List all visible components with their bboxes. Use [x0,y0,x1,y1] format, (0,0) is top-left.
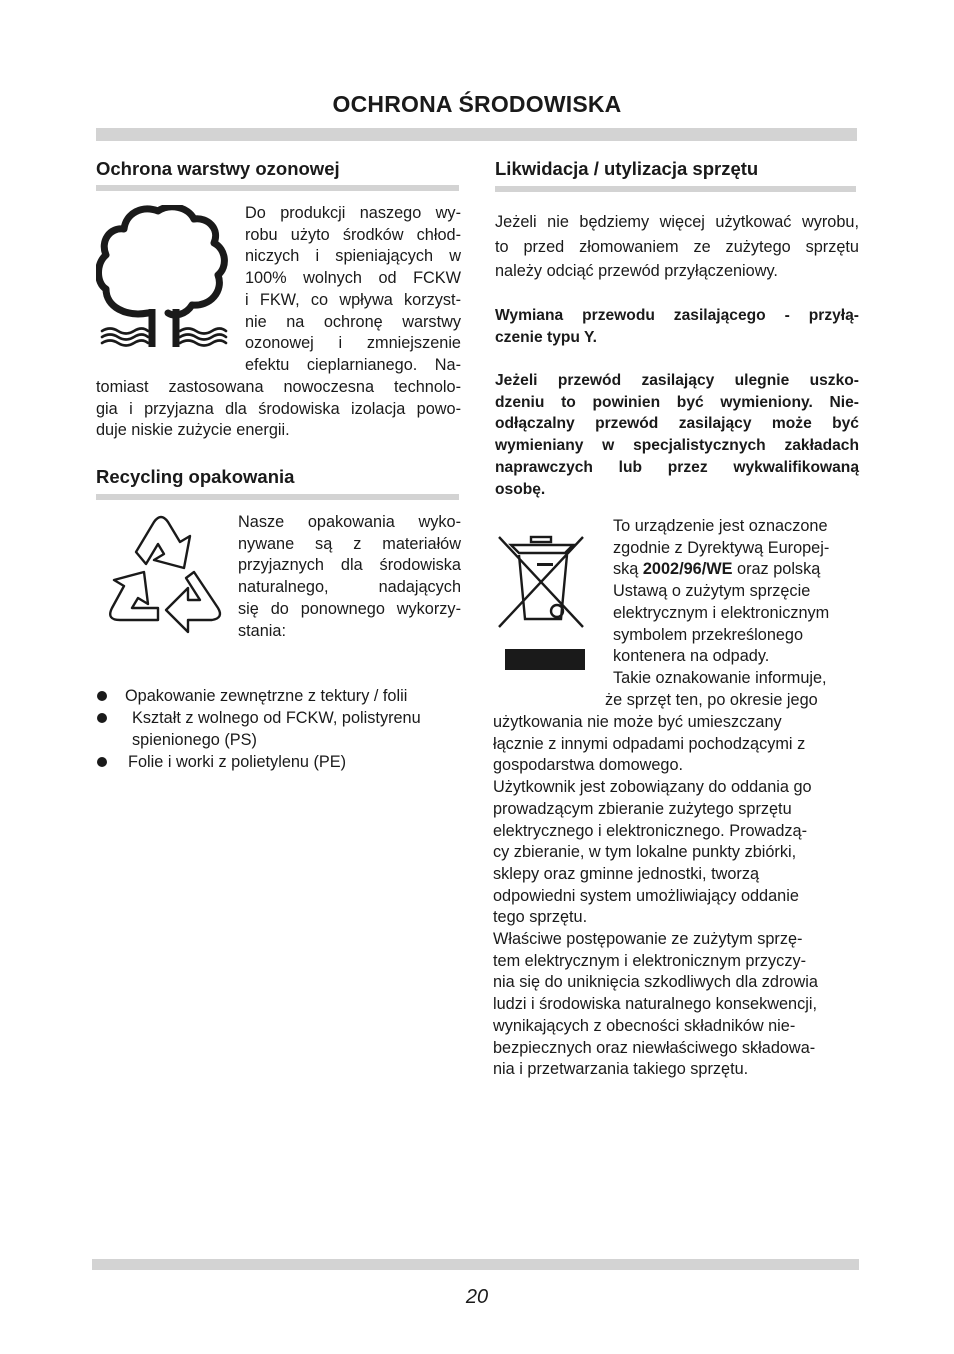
list-item: Folie i worki z polietylenu (PE) [128,753,347,771]
text-line: łącznie z innymi odpadami pochodzącymi z [493,734,806,753]
text-line: Jeżeli przewód zasilający ulegnie uszko- [495,372,859,389]
disposal-heading: Likwidacja / utylizacja sprzętu [495,158,759,179]
text-line: Użytkownik jest zobowiązany do oddania go [493,778,812,797]
disposal-intro [495,210,859,284]
weee-text-full-width [493,712,818,1081]
text-line: ozonowej i zmniejszenie [245,334,461,353]
text-line: należy odciąć przewód przyłączeniowy. [495,262,778,280]
text-line: elektrycznego i elektronicznego. Prowadzą- [493,821,808,840]
text-line: gia i przyjazna dla środowiska izolacja powo- [96,399,461,418]
text-line: nia się do uniknięcia szkodliwych dla zdrowia [493,973,818,992]
text-line: robu użyto środków chłod- [245,225,461,244]
text-line: cy zbieranie, w tym lokalne punkty zbiórki, [493,843,797,862]
ozone-text-full-width [96,377,461,442]
text-line: Właściwe postępowanie ze zużytym sprzę- [493,930,803,949]
text-line: spienionego (PS) [132,730,257,749]
text-line: nie na ochronę warstwy [245,312,461,331]
directive-number: 2002/96/WE [642,560,733,579]
text-line: bezpiecznych oraz niewłaściwego składowa- [493,1038,816,1057]
text-line: Jeżeli nie będziemy więcej użytkować wyrobu, [495,213,859,231]
text-line: osobę. [495,480,546,498]
tree-over-water-icon [96,205,230,351]
text-line: gospodarstwa domowego. [493,756,684,775]
text-line: tego sprzętu. [493,908,588,927]
text-line: efektu cieplarnianego. Na- [245,355,461,374]
text-line: niczych i spieniających w [245,247,461,266]
bullet-dot [97,691,107,701]
title-divider [96,128,857,141]
text-line: to przed złomowaniem ze zużytego sprzętu [495,237,859,256]
text-line: sklepy oraz gminne jednostki, tworzą [493,864,760,883]
bullet-dot [97,757,107,767]
text-line: się do ponownego wykorzy- [238,599,461,618]
text-line: stania: [238,621,286,640]
text-segment: ską [613,560,643,579]
text-line: odłączalny przewód zasilający może być [495,415,859,433]
text-line: tem elektrycznym i elektronicznym przyczy- [493,951,807,970]
weee-indent-line: że sprzęt ten, po okresie jego [605,691,818,709]
text-line [613,559,829,581]
recycling-heading: Recycling opakowania [96,466,295,487]
text-line: naprawczych lub przez wykwalifikowaną [495,458,859,476]
text-line: przyjaznych dla środowiska [238,556,461,575]
weee-text-beside-icon [613,516,829,690]
recycling-text [238,512,461,642]
text-line: i FKW, co wpływa korzyst- [245,290,461,309]
text-line: dzeniu to powinien być wymieniony. Nie- [495,393,859,411]
text-line: elektrycznym i elektronicznym [613,603,830,622]
text-line: Ustawą o zużytym sprzęcie [613,582,811,601]
text-line: Kształt z wolnego od FCKW, polistyrenu [132,709,421,727]
recycling-heading-rule [96,494,459,500]
ozone-heading-rule [96,185,459,191]
recycle-arrows-icon [96,512,226,650]
text-segment: oraz polską [732,560,821,579]
disposal-heading-rule [495,186,856,192]
cable-replacement-warning [495,370,859,500]
ozone-heading: Ochrona warstwy ozonowej [96,158,340,179]
text-line: To urządzenie jest oznaczone [613,517,828,535]
text-line: Do produkcji naszego wy- [245,204,461,222]
text-line: Takie oznakowanie informuje, [613,668,827,687]
list-item: Opakowanie zewnętrzne z tektury / folii [125,687,408,705]
text-line: nywane są z materiałów [238,534,461,553]
cable-replacement-heading [495,305,859,348]
text-line: użytkowania nie może być umieszczany [493,713,782,731]
text-line: naturalnego, nadających [238,578,461,597]
footer-divider [92,1259,859,1270]
ozone-text-beside-icon [245,203,461,377]
page-title: OCHRONA ŚRODOWISKA [332,91,622,117]
bullet-dot [97,713,107,723]
text-line: duje niskie zużycie energii. [96,421,290,440]
list-item [132,708,421,751]
crossed-out-wheelie-bin-icon [495,531,589,673]
text-line: Wymiana przewodu zasilającego - przyłą- [495,307,859,324]
text-line: zgodnie z Dyrektywą Europej- [613,538,830,557]
text-line: symbolem przekreślonego [613,625,804,644]
text-line: odpowiedni system umożliwiający oddanie [493,886,799,905]
text-line: tomiast zastosowana nowoczesna technolo- [96,378,461,396]
text-line: kontenera na odpady. [613,647,770,666]
text-line: 100% wolnych od FCKW [245,269,461,288]
text-line: Nasze opakowania wyko- [238,513,461,531]
page-number: 20 [465,1286,489,1308]
text-line: czenie typu Y. [495,328,597,346]
text-line: prowadzącym zbieranie zużytego sprzętu [493,799,792,818]
text-line: wynikających z obecności składników nie- [493,1016,796,1035]
text-line: nia i przetwarzania takiego sprzętu. [493,1060,749,1079]
text-line: wymieniany w specjalistycznych zakładach [495,437,859,455]
text-line: ludzi i środowiska naturalnego konsekwencji, [493,995,817,1014]
